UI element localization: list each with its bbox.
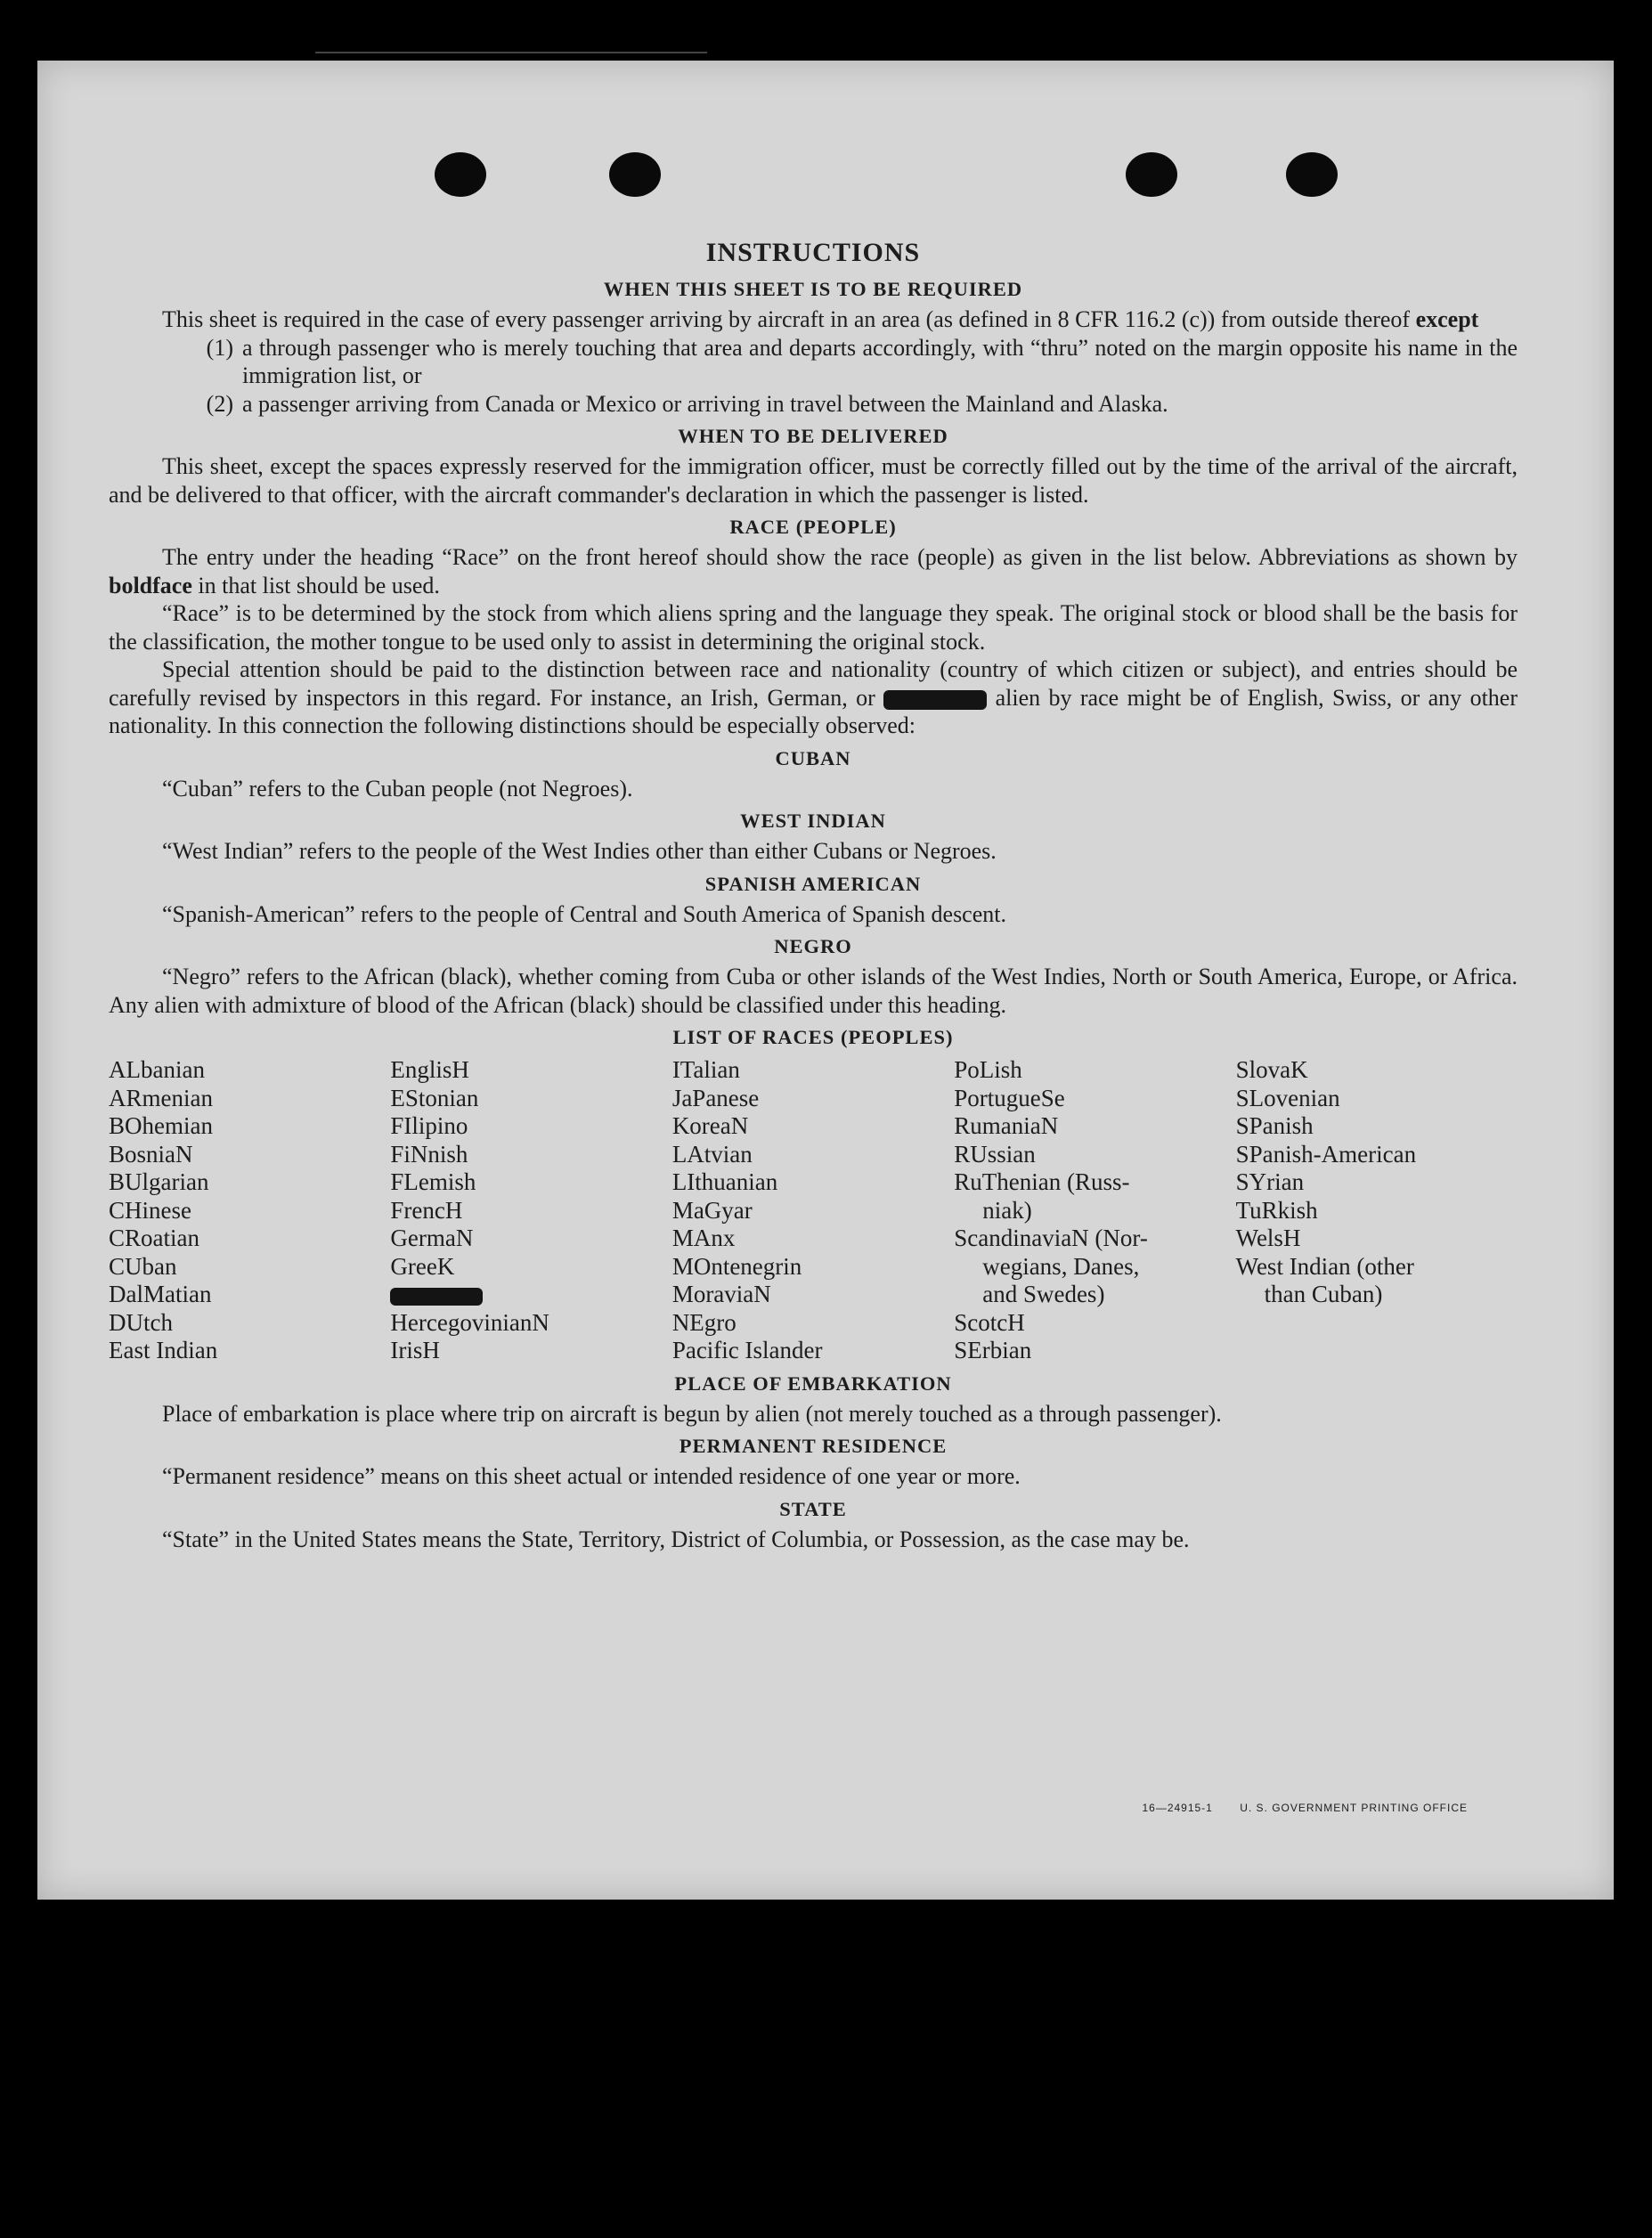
west-indian-text: “West Indian” refers to the people of the West Indies other than either Cubans or Negroes. [162, 838, 997, 864]
section-heading-race: RACE (PEOPLE) [729, 516, 897, 538]
race-entry: TuRkish [1235, 1196, 1318, 1224]
race-entry: SLovenian [1235, 1084, 1340, 1111]
race-p1-text-end: in that list should be used. [198, 572, 440, 598]
form-number: 16—24915-1 [1142, 1802, 1213, 1814]
race-entry: CHinese [109, 1196, 191, 1224]
race-entry: MaGyar [671, 1196, 753, 1224]
race-entry: RumaniaN [954, 1112, 1059, 1139]
race-entry: NEgro [671, 1308, 736, 1336]
required-intro-text: This sheet is required in the case of every passenger arriving by aircraft in an area (as defined in 8 CFR 116.2 (c)) from outside thereof [162, 306, 1411, 332]
punch-hole [435, 152, 486, 197]
section-heading-required: WHEN THIS SHEET IS TO BE REQUIRED [603, 278, 1023, 300]
race-entry: DalMatian [109, 1281, 212, 1307]
race-paragraph-2: “Race” is to be determined by the stock from which aliens spring and the language they speak. The original stock or blood shall be the basis for the classification, the mother tongue to be used only to assist in determining the original stock. [109, 600, 1518, 655]
race-p1-bold: boldface [109, 572, 192, 598]
footer [1119, 1802, 1468, 1814]
section-heading-negro: NEGRO [774, 935, 852, 957]
race-entry: RuThenian (Russ- [954, 1168, 1130, 1195]
race-entry: LAtvian [671, 1140, 753, 1168]
cuban-text: “Cuban” refers to the Cuban people (not Negroes). [162, 775, 633, 802]
races-column-4 [954, 1056, 1235, 1365]
spanish-american-text: “Spanish-American” refers to the people of Central and South America of Spanish descent. [162, 900, 1006, 927]
document-sheet [37, 61, 1614, 1900]
race-entry: FiNnish [390, 1140, 468, 1168]
race-entry-continuation: and Swedes) [982, 1281, 1105, 1307]
race-entry: ITalian [671, 1056, 740, 1083]
race-entry: CUban [109, 1252, 177, 1280]
race-entry: ScandinaviaN (Nor- [954, 1225, 1148, 1251]
race-entry: WelsH [1235, 1225, 1301, 1251]
race-entry-continuation: than Cuban) [1264, 1281, 1383, 1307]
section-heading-residence: PERMANENT RESIDENCE [679, 1435, 948, 1457]
races-column-3 [672, 1056, 954, 1365]
race-entry: IrisH [390, 1337, 440, 1363]
race-entry: BOhemian [109, 1112, 213, 1139]
race-entry: BUlgarian [109, 1168, 209, 1195]
race-entry: ARmenian [109, 1084, 213, 1111]
race-entry: West Indian (other [1235, 1252, 1414, 1280]
race-entry: East Indian [109, 1337, 218, 1363]
race-entry: JaPanese [671, 1084, 760, 1111]
section-heading-races-list: LIST OF RACES (PEOPLES) [672, 1026, 954, 1048]
race-p3-text-end: alien by race might be of English, Swiss, or any other nationality. In this connection the following distinctions should be especially observed: [109, 684, 1518, 738]
residence-text: “Permanent residence” means on this sheet actual or intended residence of one year or more. [162, 1463, 1021, 1489]
race-entry: LIthuanian [671, 1168, 778, 1195]
race-entry: EStonian [390, 1084, 479, 1111]
race-entry: BosniaN [109, 1140, 193, 1168]
delivered-text: This sheet, except the spaces expressly reserved for the immigration officer, must be correctly filled out by the time of the arrival of the aircraft, and be delivered to that officer, with the aircraft commander's declaration in which the passenger is listed. [109, 453, 1518, 508]
race-entry: MoraviaN [671, 1281, 771, 1307]
top-edge-line [315, 52, 707, 53]
races-column-1 [109, 1056, 390, 1365]
race-entry: SPanish [1235, 1112, 1314, 1139]
instructions-content [109, 235, 1518, 1553]
race-entry: RUssian [954, 1140, 1036, 1168]
race-entry: CRoatian [109, 1225, 199, 1251]
section-heading-state: STATE [779, 1497, 847, 1520]
exception-text: a passenger arriving from Canada or Mexico or arriving in travel between the Mainland and Alaska. [242, 390, 1168, 417]
race-entry: Pacific Islander [671, 1337, 823, 1363]
redaction-mark [390, 1288, 483, 1306]
race-entry: EnglisH [390, 1056, 469, 1083]
exception-number: (1) [206, 334, 233, 361]
race-entry: SYrian [1235, 1168, 1305, 1195]
race-entry: SPanish-American [1235, 1140, 1417, 1168]
section-heading-embarkation: PLACE OF EMBARKATION [674, 1371, 952, 1395]
section-heading-spanish-american: SPANISH AMERICAN [704, 872, 922, 895]
section-heading-delivered: WHEN TO BE DELIVERED [678, 425, 948, 447]
exception-item [109, 390, 1518, 419]
punch-hole [609, 152, 661, 197]
race-entry: FLemish [390, 1168, 476, 1195]
race-paragraph-1 [109, 543, 1518, 599]
race-entry-continuation: wegians, Danes, [982, 1252, 1140, 1280]
races-column-5 [1236, 1056, 1518, 1365]
race-entry: DUtch [109, 1308, 173, 1336]
required-intro [109, 305, 1518, 334]
section-heading-west-indian: WEST INDIAN [740, 810, 886, 832]
embarkation-text: Place of embarkation is place where trip on aircraft is begun by alien (not merely touched as a through passenger). [162, 1400, 1222, 1427]
negro-text: “Negro” refers to the African (black), whether coming from Cuba or other islands of the West Indies, North or South America, Europe, or Africa. Any alien with admixture of blood of the African (black) should be classified under this heading. [109, 964, 1518, 1018]
race-entry: SlovaK [1235, 1056, 1308, 1083]
punch-hole [1126, 152, 1177, 197]
race-p1-text: The entry under the heading “Race” on the front hereof should show the race (people) as given in the list below. Abbreviations as shown by [162, 544, 1518, 570]
race-entry: ALbanian [109, 1056, 205, 1083]
printer-imprint: U. S. GOVERNMENT PRINTING OFFICE [1240, 1802, 1468, 1814]
race-entry: GermaN [390, 1225, 474, 1251]
races-column-2 [390, 1056, 671, 1365]
race-entry: SErbian [954, 1337, 1032, 1363]
race-entry: HercegovinianN [390, 1308, 549, 1336]
section-heading-cuban: CUBAN [775, 746, 851, 769]
race-entry: GreeK [390, 1252, 455, 1280]
race-p3-text: Special attention should be paid to the distinction between race and nationality (country of which citizen or subject), and entries should be carefully revised by inspectors in this regard. For instance, an Irish, German, or [109, 656, 1518, 711]
exception-number: (2) [206, 390, 233, 417]
redacted-race-entry [390, 1281, 671, 1309]
required-intro-bold: except [1415, 306, 1479, 332]
races-list [109, 1056, 1518, 1365]
race-entry: FIlipino [390, 1112, 468, 1139]
race-entry: FrencH [390, 1196, 463, 1224]
exception-text: a through passenger who is merely touching that area and departs accordingly, with “thru” noted on the margin opposite his name in the immigration list, or [242, 334, 1518, 388]
redaction-mark [883, 690, 987, 710]
race-entry-continuation: niak) [982, 1196, 1032, 1224]
state-text: “State” in the United States means the State, Territory, District of Columbia, or Possession, as the case may be. [162, 1526, 1190, 1552]
race-entry: MAnx [671, 1225, 736, 1251]
race-entry: ScotcH [954, 1308, 1025, 1336]
race-entry: KoreaN [671, 1112, 749, 1139]
race-entry: MOntenegrin [671, 1252, 802, 1280]
punch-hole [1286, 152, 1338, 197]
race-paragraph-3 [109, 655, 1518, 740]
race-entry: PoLish [954, 1056, 1022, 1083]
page-title: INSTRUCTIONS [705, 238, 921, 267]
race-entry: PortugueSe [954, 1084, 1065, 1111]
exception-item [109, 334, 1518, 390]
